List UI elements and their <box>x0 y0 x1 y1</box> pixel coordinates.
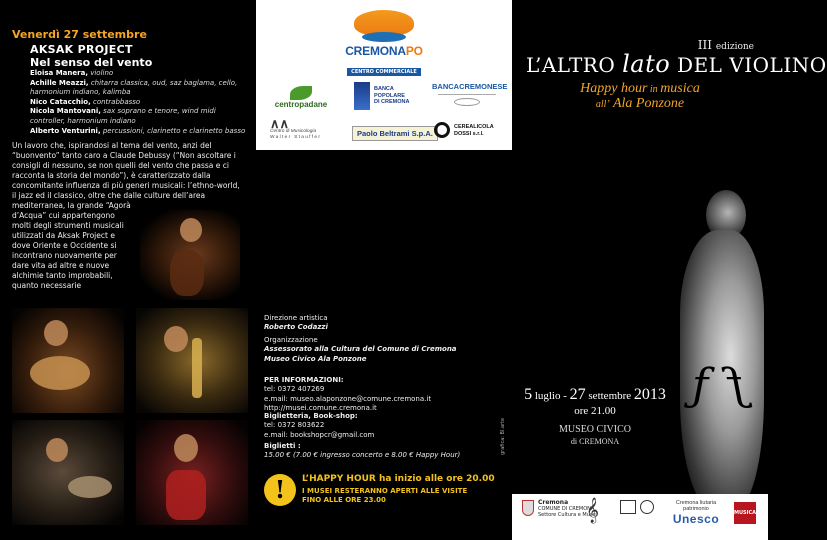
member: Achille Meazzi, chitarra classica, oud, saz baglama, cello, harmonium indiano, kalimba <box>30 78 238 97</box>
member: Nico Catacchio, contrabbasso <box>30 97 141 106</box>
centropadane-logo: centropadane <box>270 86 332 109</box>
comune-cremona-logo: Cremona COMUNE DI CREMONA Settore Cultura e Musei <box>538 499 597 518</box>
members-list <box>30 69 252 136</box>
description-narrow-line: utilizzati da Aksak Project e <box>12 231 115 240</box>
museum-website[interactable]: http://musei.comune.cremona.it <box>264 404 377 413</box>
photo-sax-player <box>136 308 248 413</box>
cremonapo-logo: CREMONAPO CENTRO COMMERCIALE <box>341 10 427 77</box>
concert-title: Nel senso del vento <box>30 56 153 69</box>
cerealicola-icon <box>434 122 450 138</box>
member: Alberto Venturini, percussioni, clarinetto e clarinetto basso <box>30 126 246 135</box>
musica-logo: MUSICA <box>734 502 756 524</box>
photo-oud-player <box>12 308 124 413</box>
event-subtitle: Happy hour in musica all’ Ala Ponzone <box>580 81 700 111</box>
f-hole-icon: ƒ <box>692 360 709 411</box>
description-narrow-line: dove Oriente e Occidente si <box>12 241 117 250</box>
graphic-credit: grafica: Bl.arte <box>500 417 506 455</box>
description-narrow-line: incontrano nuovamente per <box>12 251 117 260</box>
description-narrow-line: quanto necessarie <box>12 281 82 290</box>
leaf-icon <box>290 86 312 100</box>
photo-violinist <box>136 420 248 525</box>
treble-clef-icon: 𝄞 <box>586 498 600 523</box>
seal-icon <box>454 98 480 106</box>
photo-percussionist <box>12 420 124 525</box>
unesco-temple-icon <box>620 500 636 514</box>
description-wide: Un lavoro che, ispirandosi al tema del vento, anzi del “buonvento” tanto caro a Claude Debussy (“Non ascoltare i consigli di nessuno, se non quelli del vento che passa e ci racconta la storia del mondo”), è caratterizzato dalla concomitante influenza di più generi musicali: l’ethno-world, il jazz ed il classico, oltre che dalle culture dell’area mediterranea, la grande “Agorà <box>12 141 240 210</box>
happy-hour-notice: ! L’HAPPY HOUR ha inizio alle ore 20.00 I MUSEI RESTERANNO APERTI ALLE VISITE FINO ALLE ORE 23.00 <box>264 470 504 518</box>
event-dates: 5 luglio - 27 settembre 2013 ore 21.00 <box>524 386 666 417</box>
description-narrow-line: molti degli strumenti musicali <box>12 221 124 230</box>
ws-mark-icon: ∧∧ <box>270 116 290 131</box>
artistic-direction: Direzione artistica Roberto Codazzi <box>264 314 328 332</box>
coat-of-arms-icon <box>522 500 534 516</box>
description-narrow-line: d’Acqua” cui appartengono <box>12 211 115 220</box>
left-panel <box>0 0 256 540</box>
cremona-liutaria-logo: Cremona liutaria patrimonio Unesco <box>672 500 720 526</box>
walter-stauffer-logo: ∧∧ Centro di Musicologia Walter Stauffer <box>270 118 336 140</box>
exclamation-icon: ! <box>264 474 296 506</box>
museum-email[interactable]: e.mail: museo.alaponzone@comune.cremona.it <box>264 394 432 403</box>
banca-popolare-logo: BANCA POPOLARE DI CREMONA <box>354 82 414 112</box>
middle-panel <box>256 0 512 540</box>
description-narrow-line: alchimie tanto improbabili, <box>12 271 113 280</box>
concert-date: Venerdì 27 settembre <box>12 28 147 41</box>
band-name: AKSAK PROJECT <box>30 43 133 56</box>
paolo-beltrami-logo: Paolo Beltrami S.p.A. <box>352 126 438 141</box>
photo-double-bass-player <box>140 210 240 300</box>
sponsor-box <box>256 0 512 150</box>
member: Eloisa Manera, violino <box>30 69 114 77</box>
heritage-emblem-icon <box>640 500 654 514</box>
box-office: Biglietteria, Book-shop: tel: 0372 803622 e.mail: bookshopcr@gmail.com <box>264 412 375 439</box>
bank-tower-icon <box>354 82 370 110</box>
violin-body-photo <box>662 190 772 530</box>
f-hole-icon: ƒ <box>728 360 745 411</box>
event-venue: MUSEO CIVICO di CREMONA <box>559 424 631 446</box>
event-title: L’ALTRO lato DEL VIOLINO <box>526 50 827 78</box>
bookshop-email[interactable]: e.mail: bookshopcr@gmail.com <box>264 430 375 439</box>
right-panel <box>512 0 827 540</box>
member: Nicola Mantovani, sax soprano e tenore, wind midi controller, harmonium indiano <box>30 107 216 125</box>
description-narrow-line: dare vita ad altre e nuove <box>12 261 110 270</box>
footer-logos <box>512 494 768 540</box>
organization: Organizzazione Assessorato alla Cultura del Comune di Cremona Museo Civico Ala Ponzone <box>264 336 457 363</box>
ticket-prices: Biglietti : 15.00 € (7.00 € ingresso concerto e 8.00 € Happy Hour) <box>264 442 461 460</box>
cerealicola-logo: CEREALICOLA DOSSI s.r.l. <box>434 122 506 140</box>
edition-label: III edizione <box>697 38 754 52</box>
banca-cremonese-logo: BANCACREMONESE <box>432 82 502 108</box>
contacts: PER INFORMAZIONI: tel: 0372 407269 e.mail: museo.alaponzone@comune.cremona.it http://musei.comune.cremona.it <box>264 376 432 413</box>
